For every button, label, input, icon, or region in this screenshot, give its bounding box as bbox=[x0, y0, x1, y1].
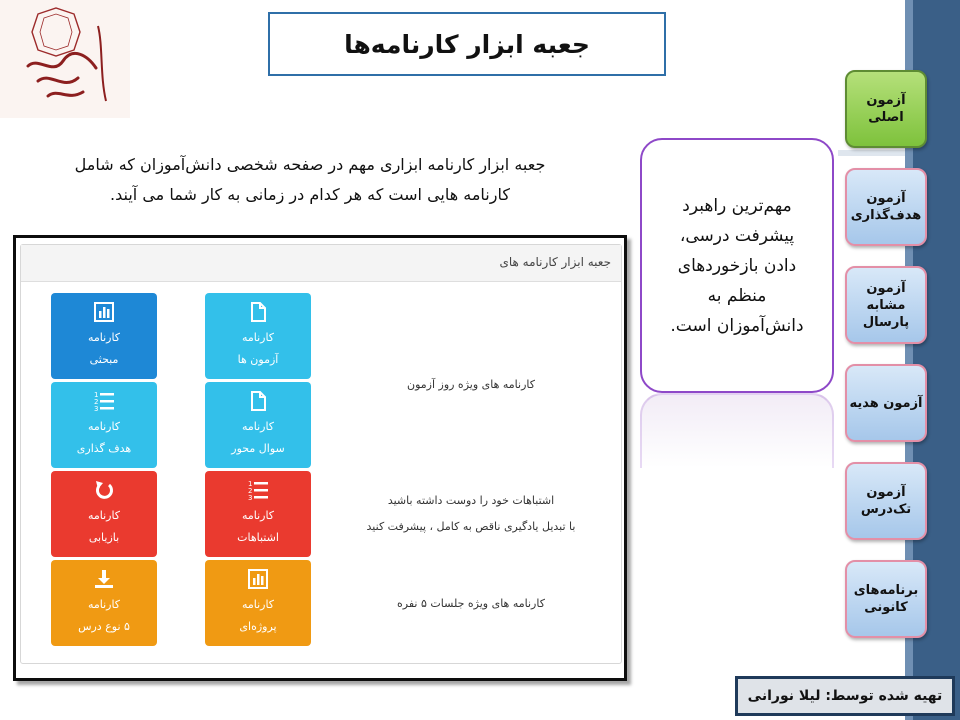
intro-line-1: جعبه ابزار کارنامه ابزاری مهم در صفحه شخصی دانش‌آموزان که شامل bbox=[74, 155, 546, 174]
tile-sublabel: هدف گذاری bbox=[76, 442, 132, 455]
nav-label: آزمون هدف‌گذاری bbox=[850, 191, 922, 223]
nav-label: آزمون هدیه bbox=[849, 395, 923, 411]
tile-goal-setting-report[interactable] bbox=[51, 382, 157, 468]
tile-project-report[interactable] bbox=[205, 560, 311, 646]
svg-text:2: 2 bbox=[248, 487, 253, 495]
credit-box bbox=[735, 676, 955, 716]
tile-sublabel: سوال محور bbox=[231, 442, 285, 455]
tile-label: کارنامه bbox=[241, 509, 275, 522]
svg-text:3: 3 bbox=[94, 405, 99, 412]
nav-label: برنامه‌های کانونی bbox=[853, 583, 919, 615]
document-icon bbox=[247, 390, 269, 412]
tile-label: کارنامه bbox=[241, 598, 275, 611]
bar-chart-icon bbox=[247, 568, 269, 590]
tile-question-based-report[interactable] bbox=[205, 382, 311, 468]
tile-mistakes-report[interactable] bbox=[205, 471, 311, 557]
nav-single-lesson-exam[interactable] bbox=[845, 462, 927, 540]
tile-label: کارنامه bbox=[87, 420, 121, 433]
tile-label: کارنامه bbox=[241, 331, 275, 344]
tile-sublabel: ۵ نوع درس bbox=[78, 620, 130, 633]
active-tab-connector bbox=[838, 150, 905, 156]
tile-recovery-report[interactable] bbox=[51, 471, 157, 557]
tile-sublabel: اشتباهات bbox=[237, 531, 279, 544]
nav-label: آزمون تک‌درس bbox=[860, 485, 912, 517]
tile-five-lessons-report[interactable] bbox=[51, 560, 157, 646]
tile-exams-report[interactable] bbox=[205, 293, 311, 379]
tile-sublabel: مبحثی bbox=[89, 353, 119, 366]
tile-topic-report[interactable] bbox=[51, 293, 157, 379]
nav-label: آزمون مشابه پارسال bbox=[862, 280, 910, 330]
tile-sublabel: بازیابی bbox=[88, 531, 120, 544]
desc-five-person bbox=[321, 591, 621, 617]
numbered-list-icon bbox=[93, 390, 115, 412]
desc-text: اشتباهات خود را دوست داشته باشید bbox=[387, 494, 555, 507]
nav-last-year-exam[interactable] bbox=[845, 266, 927, 344]
feedback-callout bbox=[640, 138, 834, 393]
tile-label: کارنامه bbox=[241, 420, 275, 433]
nav-gift-exam[interactable] bbox=[845, 364, 927, 442]
institute-logo bbox=[0, 0, 130, 118]
institute-logo-icon bbox=[8, 6, 123, 111]
document-icon bbox=[247, 301, 269, 323]
panel-header-title: جعبه ابزار کارنامه های bbox=[499, 255, 611, 269]
callout-reflection bbox=[640, 393, 834, 468]
tile-sublabel: آزمون ها bbox=[237, 353, 279, 366]
intro-paragraph bbox=[30, 150, 590, 210]
desc-text: کارنامه های ویژه روز آزمون bbox=[406, 378, 535, 391]
svg-text:3: 3 bbox=[248, 494, 253, 501]
report-toolbox-panel bbox=[20, 244, 622, 664]
desc-text: با تبدیل یادگیری ناقص به کامل ، پیشرفت کنید bbox=[366, 520, 576, 533]
tile-label: کارنامه bbox=[87, 331, 121, 344]
bar-chart-icon bbox=[93, 301, 115, 323]
nav-label: آزمون اصلی bbox=[866, 93, 906, 125]
tile-label: کارنامه bbox=[87, 598, 121, 611]
tile-sublabel: پروژه‌ای bbox=[239, 620, 277, 633]
panel-header bbox=[21, 245, 621, 282]
nav-kanoon-programs[interactable] bbox=[845, 560, 927, 638]
refresh-icon bbox=[93, 479, 115, 501]
nav-goal-exam[interactable] bbox=[845, 168, 927, 246]
toolbox-screenshot bbox=[13, 235, 627, 681]
intro-line-2: کارنامه هایی است که هر کدام در زمانی به کار شما می آیند. bbox=[110, 185, 510, 204]
svg-text:2: 2 bbox=[94, 398, 99, 406]
desc-exam-day bbox=[321, 372, 621, 398]
desc-mistakes bbox=[321, 488, 621, 540]
tile-label: کارنامه bbox=[87, 509, 121, 522]
svg-text:1: 1 bbox=[94, 391, 99, 399]
slide-title-box bbox=[268, 12, 666, 76]
credit-text: تهیه شده توسط: لیلا نورانی bbox=[747, 688, 943, 704]
nav-main-exam[interactable] bbox=[845, 70, 927, 148]
callout-text: مهم‌ترین راهبرد پیشرفت درسی، دادن بازخوردهای منظم به دانش‌آموزان است. bbox=[670, 195, 804, 336]
numbered-list-icon bbox=[247, 479, 269, 501]
slide-title: جعبه ابزار کارنامه‌ها bbox=[344, 29, 590, 59]
download-icon bbox=[93, 568, 115, 590]
desc-text: کارنامه های ویژه جلسات ۵ نفره bbox=[397, 597, 545, 610]
svg-text:1: 1 bbox=[248, 480, 253, 488]
